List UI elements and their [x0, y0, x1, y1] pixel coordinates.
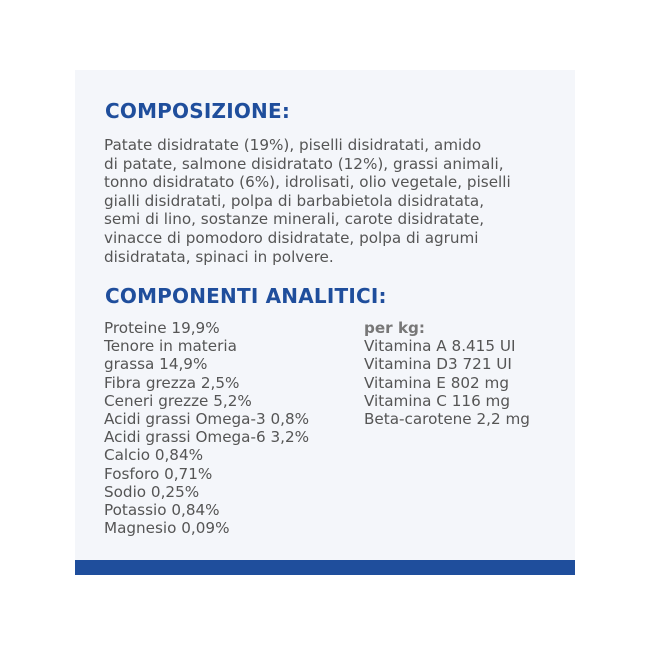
analytic-item: Ceneri grezze 5,2%: [104, 391, 252, 410]
composition-heading: COMPOSIZIONE:: [105, 99, 291, 123]
analytic-list: [104, 319, 309, 537]
analytic-item: Acidi grassi Omega-3 0,8%: [104, 410, 310, 429]
analytic-item: Magnesio 0,09%: [104, 519, 230, 538]
analytic-item: grassa 14,9%: [104, 355, 208, 374]
composition-line: di patate, salmone disidratato (12%), grassi animali,: [104, 154, 504, 173]
analytic-heading: COMPONENTI ANALITICI:: [105, 284, 387, 308]
analytic-item: Acidi grassi Omega-6 3,2%: [104, 428, 310, 447]
analytic-item: Fosforo 0,71%: [104, 464, 213, 483]
vitamin-item: Vitamina C 116 mg: [364, 391, 510, 410]
analytic-item: Calcio 0,84%: [104, 446, 204, 465]
vitamin-item: Vitamina D3 721 UI: [364, 355, 512, 374]
composition-line: disidratata, spinaci in polvere.: [104, 247, 334, 266]
composition-line: tonno disidratato (6%), idrolisati, olio vegetale, piselli: [104, 173, 511, 192]
vitamin-list: [364, 319, 530, 428]
analytic-item: Tenore in materia: [104, 337, 237, 356]
composition-line: Patate disidratate (19%), piselli disidratati, amido: [104, 136, 482, 154]
per-kg-label: per kg:: [364, 319, 425, 337]
composition-line: semi di lino, sostanze minerali, carote disidratate,: [104, 210, 485, 229]
composition-text: [104, 136, 564, 266]
analytic-item: Proteine 19,9%: [104, 319, 220, 337]
bottom-accent-bar: [75, 560, 575, 575]
vitamin-item: Vitamina E 802 mg: [364, 373, 509, 392]
composition-line: gialli disidratati, polpa di barbabietola disidratata,: [104, 191, 485, 210]
vitamin-item: Vitamina A 8.415 UI: [364, 337, 516, 356]
analytic-item: Sodio 0,25%: [104, 482, 200, 501]
analytic-item: Potassio 0,84%: [104, 501, 220, 520]
analytic-item: Fibra grezza 2,5%: [104, 373, 240, 392]
composition-line: vinacce di pomodoro disidratate, polpa di agrumi: [104, 228, 479, 247]
vitamin-item: Beta-carotene 2,2 mg: [364, 410, 530, 429]
